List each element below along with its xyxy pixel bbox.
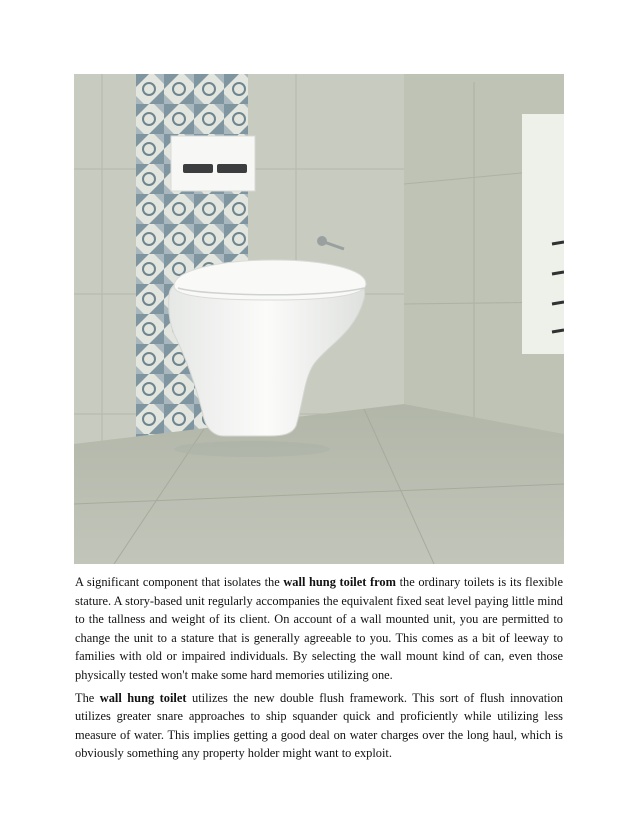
paragraph bbox=[75, 689, 563, 763]
keyword-bold: wall hung toilet bbox=[99, 690, 187, 705]
paragraph-text: A significant component that isolates the bbox=[75, 575, 284, 589]
paragraph-text: The bbox=[75, 690, 100, 705]
article-text bbox=[75, 573, 563, 767]
paragraph bbox=[75, 573, 563, 685]
paragraph-text: the ordinary toilets is its flexible stature. A story-based unit regularly accompanies the equivalent fixed seat level paying little mind to the tallness and weight of its client. On account of a wall mounted unit, you are permitted to change the unit to a stature that is generally agreeable to you. This comes as a bit of leeway to families with old or impaired individuals. By selecting the wall mount kind of can, even those physically tested won't make some hard memories utilizing one. bbox=[75, 575, 563, 682]
toilet-illustration bbox=[74, 74, 564, 564]
toilet-photo bbox=[74, 74, 564, 564]
paragraph-text: utilizes the new double flush framework. This sort of flush innovation utilizes greater snare approaches to ship squander quick and proficiently while utilizing less measure of water. This implies getting a good deal on water charges over the long haul, which is obviously something any property holder might want to exploit. bbox=[75, 690, 563, 761]
keyword-bold: wall hung toilet from bbox=[283, 575, 396, 589]
